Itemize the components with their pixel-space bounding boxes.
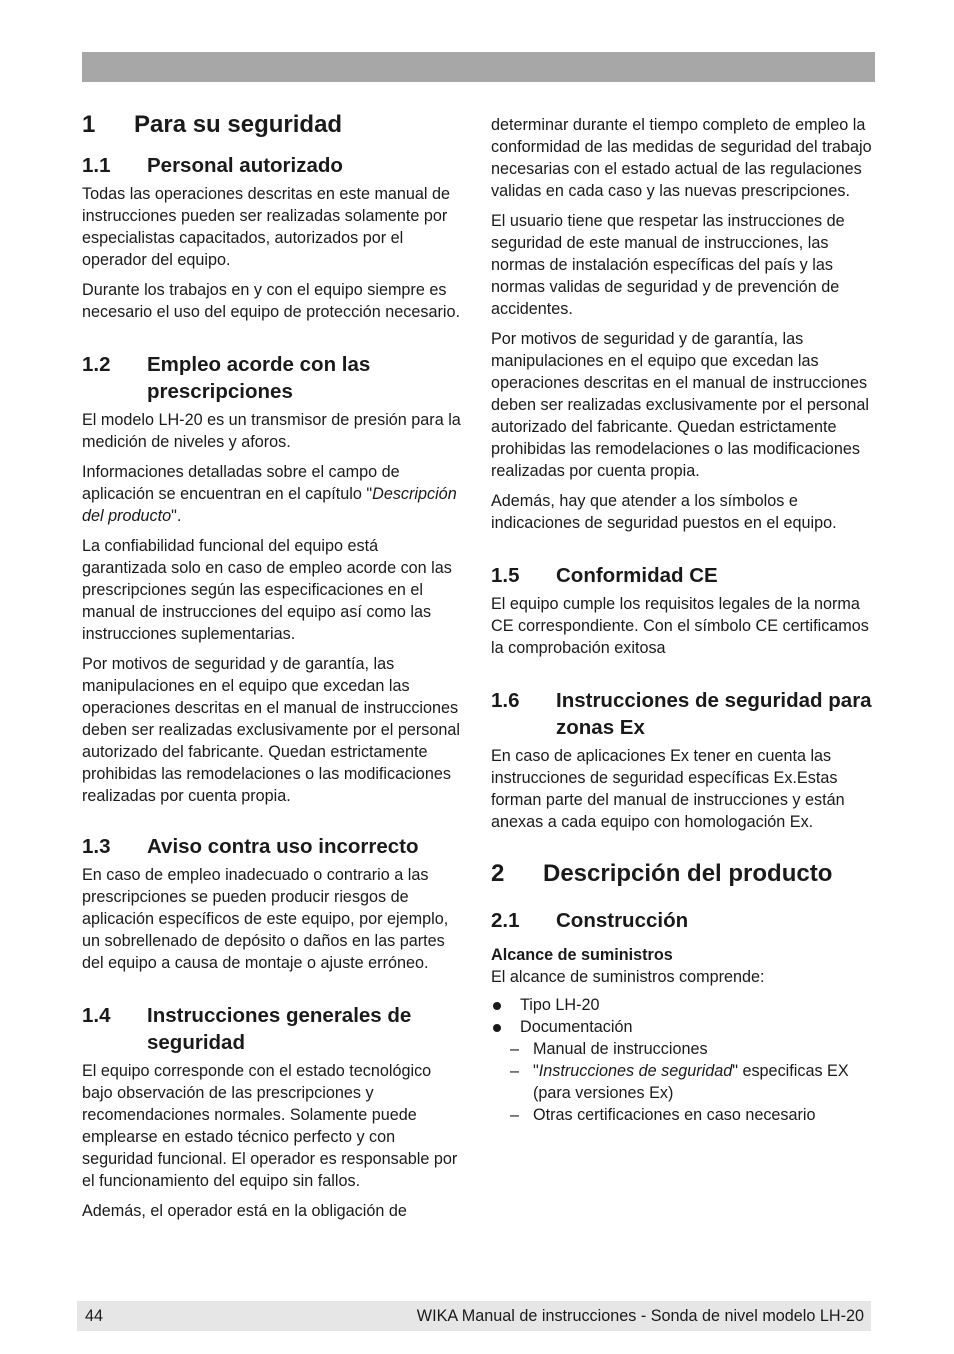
bullet-icon xyxy=(493,1024,501,1032)
paragraph: Por motivos de seguridad y de garantía, las manipulaciones en el equipo que excedan las operaciones descritas en el manual de instrucciones deben ser realizadas exclusivamente por el personal autorizado del fabricante. Quedan estrictamente prohibidas las remodelaciones o las modificaciones realizadas por cuenta propia. xyxy=(82,655,460,805)
page-number: 44 xyxy=(85,1307,104,1325)
section-number: 1.5 xyxy=(491,564,520,587)
section-title: Construcción xyxy=(556,909,689,932)
dash-icon: – xyxy=(510,1106,520,1124)
paragraph: Además, hay que atender a los símbolos e indicaciones de seguridad puestos en el equipo. xyxy=(491,492,837,532)
dash-icon: – xyxy=(510,1062,520,1080)
list-item-text: Tipo LH-20 xyxy=(520,996,600,1014)
section-number: 2 xyxy=(491,860,505,887)
paragraph xyxy=(82,461,466,527)
text-run: ". xyxy=(171,507,182,525)
documentation-sublist xyxy=(510,1038,875,1126)
section-2-1-heading xyxy=(491,907,875,934)
supply-list xyxy=(491,994,875,1126)
section-number: 1.3 xyxy=(82,835,111,858)
text-run: " especificas EX (para versiones Ex) xyxy=(533,1062,849,1102)
paragraph: En caso de empleo inadecuado o contrario a las prescripciones se pueden producir riesgos de aplicación específicos de este equipo, por ejemplo, un sobrellenado de depósito o daños en las partes del equipo a causa de montaje o ajuste erróneo. xyxy=(82,866,449,972)
paragraph: En caso de aplicaciones Ex tener en cuenta las instrucciones de seguridad específicas Ex.Estas forman parte del manual de instrucciones y están anexas a cada equipo con homologación Ex. xyxy=(491,747,845,831)
paragraph: La confiabilidad funcional del equipo está garantizada solo en caso de empleo acorde con las prescripciones según las especificaciones en el manual de instrucciones del equipo así como las instrucciones suplementarias. xyxy=(82,537,452,643)
section-title: Aviso contra uso incorrecto xyxy=(147,835,419,858)
section-number: 1.6 xyxy=(491,689,520,712)
paragraph: Además, el operador está en la obligación de xyxy=(82,1202,407,1220)
section-title: Empleo acorde con las prescripciones xyxy=(147,353,371,403)
section-title: Personal autorizado xyxy=(147,154,343,177)
text-run: " xyxy=(533,1062,539,1080)
section-title: Instrucciones de seguridad para zonas Ex xyxy=(556,689,872,739)
section-1-3-heading xyxy=(82,833,466,860)
text-run: Informaciones detalladas sobre el campo de aplicación se encuentran en el capítulo " xyxy=(82,463,400,503)
paragraph: El modelo LH-20 es un transmisor de presión para la medición de niveles y aforos. xyxy=(82,411,461,451)
section-1-2-heading xyxy=(82,351,466,405)
header-bar xyxy=(82,52,875,82)
left-column xyxy=(82,110,466,1230)
paragraph: Durante los trabajos en y con el equipo siempre es necesario el uso del equipo de protección necesario. xyxy=(82,281,460,321)
section-title: Instrucciones generales de seguridad xyxy=(147,1004,412,1054)
sublist-item xyxy=(510,1038,875,1060)
section-1-1-heading xyxy=(82,152,466,179)
sublist-item-text: Otras certificaciones en caso necesario xyxy=(533,1106,816,1124)
paragraph-continued: determinar durante el tiempo completo de empleo la conformidad de las medidas de seguridad del trabajo necesarias con el estado actual de las regulaciones validas en cada caso y las nuevas prescripciones. xyxy=(491,116,872,200)
section-1-heading xyxy=(82,110,466,140)
sublist-item xyxy=(510,1060,875,1104)
section-title: Para su seguridad xyxy=(134,111,343,138)
section-number: 2.1 xyxy=(491,909,520,932)
chapter-reference: Descripción del producto xyxy=(82,485,457,525)
section-title: Conformidad CE xyxy=(556,564,718,587)
section-1-6-heading xyxy=(491,687,875,741)
section-number: 1 xyxy=(82,111,96,138)
document-title: WIKA Manual de instrucciones - Sonda de nivel modelo LH-20 xyxy=(416,1307,864,1325)
subheading: Alcance de suministros xyxy=(491,946,673,964)
footer-bar xyxy=(77,1301,871,1331)
paragraph: El usuario tiene que respetar las instrucciones de seguridad de este manual de instrucciones, las normas de instalación específicas del país y las normas validas de seguridad y de prevención de accidentes. xyxy=(491,212,845,318)
section-number: 1.1 xyxy=(82,154,111,177)
section-number: 1.2 xyxy=(82,353,111,376)
dash-icon: – xyxy=(510,1040,520,1058)
paragraph: El equipo cumple los requisitos legales de la norma CE correspondiente. Con el símbolo CE certificamos la comprobación exitosa xyxy=(491,595,869,657)
bullet-icon xyxy=(493,1002,501,1010)
sublist-item-text: Manual de instrucciones xyxy=(533,1040,708,1058)
paragraph: El equipo corresponde con el estado tecnológico bajo observación de las prescripciones y recomendaciones normales. Solamente puede emplearse en estado técnico perfecto y con seguridad funcional. El operador es responsable por el funcionamiento del equipo sin fallos. xyxy=(82,1062,458,1190)
document-reference: Instrucciones de seguridad xyxy=(538,1062,733,1080)
sublist-item xyxy=(510,1104,875,1126)
section-1-5-heading xyxy=(491,562,875,589)
list-item-text: Documentación xyxy=(520,1018,633,1036)
section-1-4-heading xyxy=(82,1002,466,1056)
right-column xyxy=(491,114,875,1126)
section-2-heading xyxy=(491,859,875,889)
paragraph: Por motivos de seguridad y de garantía, las manipulaciones en el equipo que excedan las operaciones descritas en el manual de instrucciones deben ser realizadas exclusivamente por el personal autorizado del fabricante. Quedan estrictamente prohibidas las remodelaciones o las modificaciones realizadas por cuenta propia. xyxy=(491,330,869,480)
list-item xyxy=(491,1016,875,1126)
paragraph: Todas las operaciones descritas en este manual de instrucciones pueden ser realizadas solamente por especialistas capacitados, autorizados por el operador del equipo. xyxy=(82,185,451,269)
list-item xyxy=(491,994,875,1016)
section-number: 1.4 xyxy=(82,1004,111,1027)
paragraph: El alcance de suministros comprende: xyxy=(491,968,765,986)
section-title: Descripción del producto xyxy=(543,860,833,887)
